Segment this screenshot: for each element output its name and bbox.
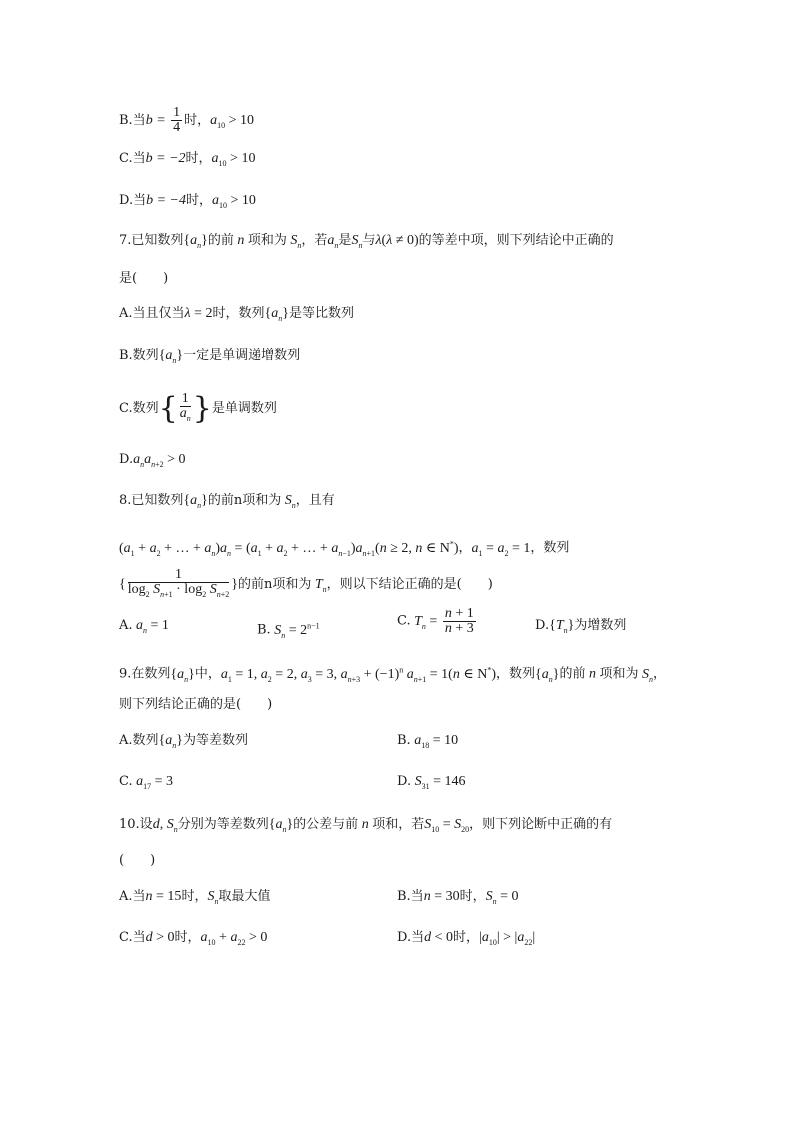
q9-option-c: C. $a_{17} = 3$ bbox=[119, 774, 174, 791]
q8-equation-2: { $\frac{1}{\log_2 S_{n+1} \cdot \log_2 S_{n+2}}$ }的前n项和为 $T_n$，则以下结论正确的是( ) bbox=[119, 567, 493, 599]
q6-option-c: C.当b = −2时，$a_{10} > 10$ bbox=[119, 151, 256, 168]
q10-stem: 10.设d, $S_n$分别为等差数列$\{a_n\}$的公差与前 n 项和，若$S_{10} = S_{20}$，则下列论断中正确的有 bbox=[119, 817, 613, 834]
q9-stem: 9.在数列$\{a_n\}$中，$a_1 = 1$, $a_2 = 2$, $a_3 = 3$, $a_{n+3} + (-1)^n$ $a_{n+1} = 1(n$ ∈ N*)，数列$\{a_n\}$的前 n 项和为 $S_n$， bbox=[119, 665, 667, 684]
q10-option-d: D.当d < 0时，$|a_{10}| > |a_{22}|$ bbox=[397, 930, 536, 947]
q9-option-a: A.数列$\{a_n\}$为等差数列 bbox=[119, 733, 249, 750]
q8-stem: 8.已知数列$\{a_n\}$的前n项和为 $S_n$，且有 bbox=[119, 493, 335, 510]
q7-stem-cont: 是( ) bbox=[119, 271, 169, 286]
q8-option-d: $D.\{T_n\}$为增数列 bbox=[535, 618, 627, 635]
q8-equation: ($a_1 + a_2$ + … + $a_n)a_n = (a_1 + a_2$ + … + $a_{n-1})a_{n+1}(n \ge 2$, n ∈ N*)，$a_1 = a_2 = 1$，数列 bbox=[119, 539, 570, 558]
q8-option-a: A. $a_n = 1$ bbox=[119, 618, 169, 635]
q10-option-a: A.当n = 15时，$S_n$取最大值 bbox=[119, 889, 271, 906]
q6-option-b: B.当b = $\frac{1}{4}$ 时，$a_{10} > 10$ bbox=[119, 105, 255, 135]
q9-stem-cont: 则下列结论正确的是( ) bbox=[119, 697, 273, 712]
q7-option-d: $D.a_na_{n+2} > 0$ bbox=[119, 452, 186, 469]
fraction: $\frac{1}{4}$ bbox=[173, 105, 181, 135]
q10-option-b: B.当n = 30时，$S_n = 0$ bbox=[397, 889, 519, 906]
q7-option-c: C.数列{ $\frac{1}{a_n}$ }是单调数列 bbox=[119, 390, 277, 426]
q10-stem-cont: ( ) bbox=[119, 853, 156, 868]
q8-option-c: C. $T_n$ = $\frac{n + 1}{n + 3}$ bbox=[397, 606, 474, 636]
q7-option-b: B.数列$\{a_n\}$一定是单调递增数列 bbox=[119, 348, 301, 365]
q7-stem: 7.已知数列$\{a_n\}$的前 n 项和为 $S_n$，若$a_n$是$S_n$与λ(λ ≠ 0)的等差中项，则下列结论中正确的 bbox=[119, 233, 614, 250]
q9-option-b: B. $a_{18} = 10$ bbox=[397, 733, 459, 750]
q8-option-b: B. $S_n = 2^{n-1}$ bbox=[257, 621, 320, 640]
q9-option-d: D. $S_{31} = 146$ bbox=[397, 774, 466, 791]
q7-option-a: A.当且仅当λ = 2时，数列$\{a_n\}$是等比数列 bbox=[119, 306, 355, 323]
q10-option-c: C.当d > 0时，$a_{10} + a_{22} > 0$ bbox=[119, 930, 268, 947]
q6-option-d: D.当b = −4时，$a_{10} > 10$ bbox=[119, 193, 256, 210]
